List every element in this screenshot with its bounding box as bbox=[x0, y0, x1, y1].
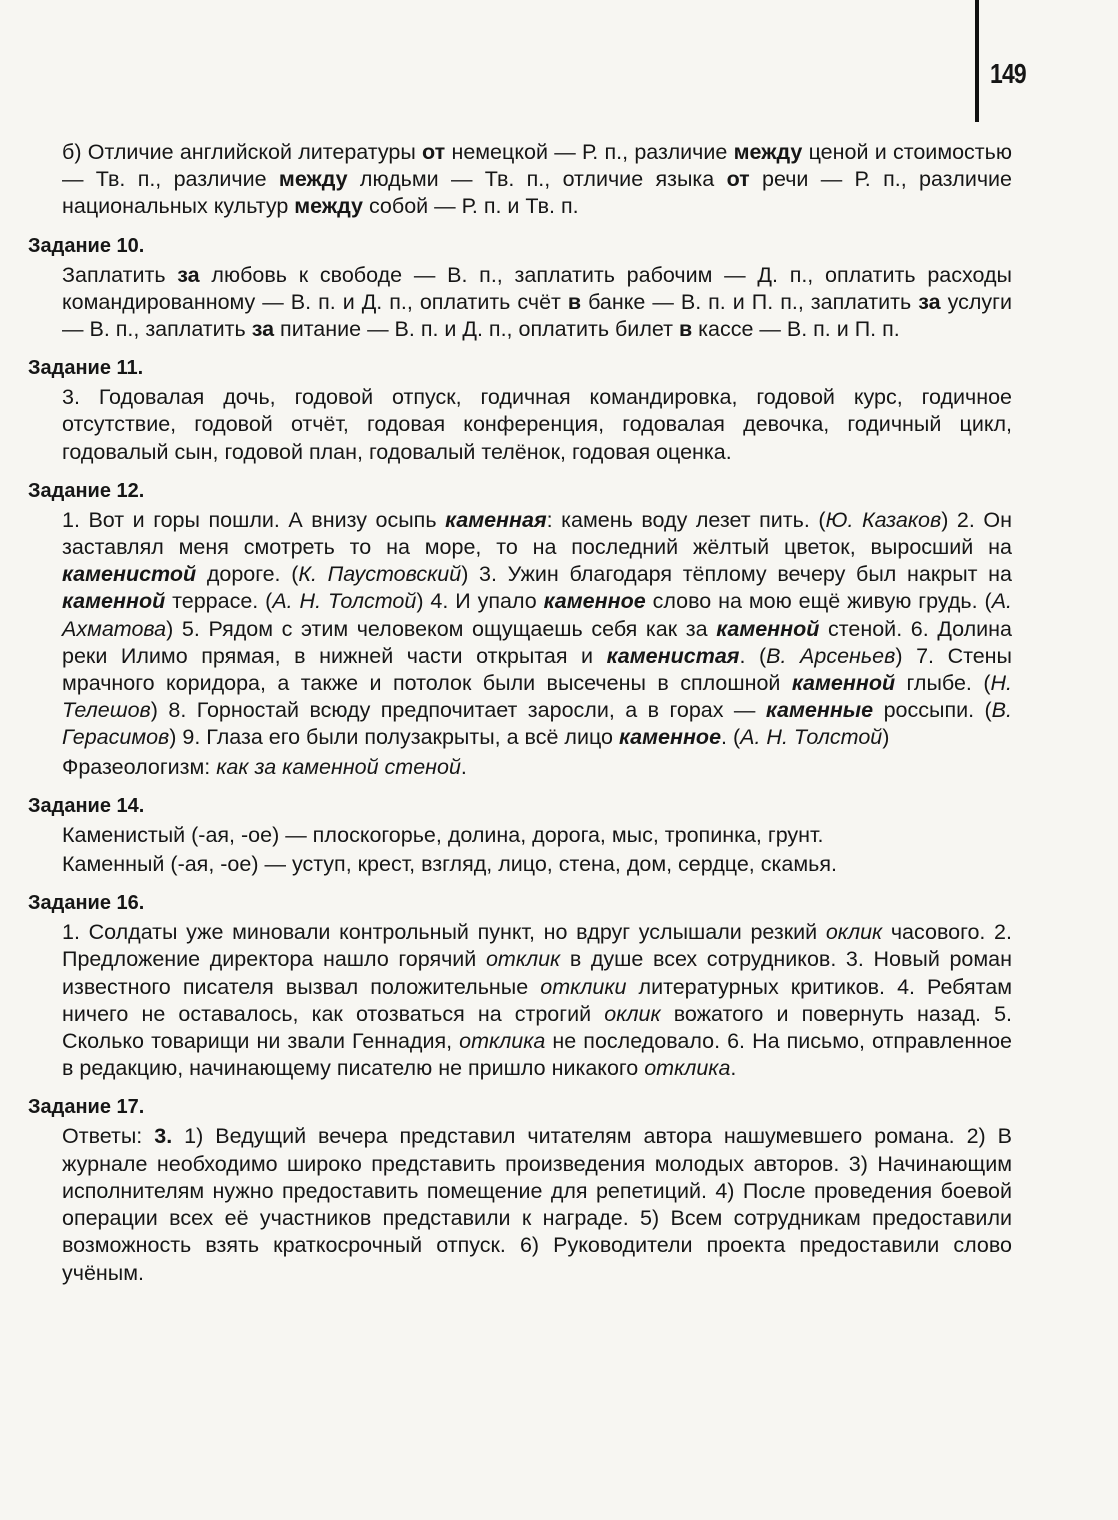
text-run: речи — Р. п., различие национальных культур bbox=[62, 167, 1012, 219]
text-run: Каменистый (-ая, -ое) — плоскогорье, долина, дорога, мыс, тропинка, грунт. bbox=[62, 822, 824, 847]
emphasized-word: каменной bbox=[791, 671, 896, 696]
section-heading: Задание 12. bbox=[28, 479, 145, 502]
text-run: Каменный (-ая, -ое) — уступ, крест, взгляд, лицо, стена, дом, сердце, скамья. bbox=[62, 852, 837, 877]
answer-section bbox=[28, 1094, 1012, 1286]
emphasized-word: за bbox=[918, 289, 941, 314]
text-run: . ( bbox=[739, 643, 767, 668]
emphasized-word: каменное bbox=[543, 589, 646, 614]
page-rule bbox=[975, 0, 979, 122]
answer-section bbox=[28, 233, 1012, 344]
answer-paragraph bbox=[62, 851, 1012, 878]
text-run: банке — В. п. и П. п., заплатить bbox=[581, 289, 919, 314]
emphasized-word: за bbox=[251, 317, 275, 342]
answer-paragraph bbox=[62, 384, 1012, 466]
text-run: немецкой — Р. п., различие bbox=[445, 140, 734, 164]
emphasized-word: каменной bbox=[716, 616, 820, 641]
emphasized-word: К. Паустовский bbox=[298, 562, 462, 587]
emphasized-word: А. Н. Толстой bbox=[272, 589, 417, 614]
answer-section bbox=[28, 890, 1012, 1082]
emphasized-word: каменной bbox=[62, 589, 166, 614]
emphasized-word: А. Н. Толстой bbox=[740, 725, 883, 750]
text-run: б) Отличие английской литературы bbox=[62, 140, 423, 164]
section-heading: Задание 14. bbox=[28, 794, 145, 817]
emphasized-word: за bbox=[177, 262, 200, 287]
text-run: не последовало. 6. На письмо, отправленное в редакцию, начинающему писателю не пришло никакого bbox=[62, 1029, 1012, 1081]
emphasized-word: отклик bbox=[485, 947, 561, 972]
text-run: . bbox=[730, 1056, 737, 1081]
emphasized-word: В. Арсеньев bbox=[766, 643, 896, 668]
text-run: стеной. 6. Долина реки Илимо прямая, в нижней части открытая и bbox=[62, 616, 1012, 668]
answer-paragraph bbox=[62, 822, 1012, 849]
emphasized-word: каменная bbox=[445, 507, 547, 532]
emphasized-word: Н. Телешов bbox=[62, 671, 1012, 723]
emphasized-word: отклика bbox=[644, 1056, 731, 1081]
answer-paragraph bbox=[62, 919, 1012, 1082]
emphasized-word: в bbox=[567, 289, 582, 314]
answer-paragraph bbox=[62, 754, 1012, 781]
emphasized-word: 3. bbox=[154, 1124, 173, 1149]
text-run: Заплатить bbox=[62, 262, 178, 287]
section-heading: Задание 17. bbox=[28, 1096, 145, 1119]
emphasized-word: между bbox=[278, 167, 348, 192]
answer-section bbox=[28, 355, 1012, 466]
text-run: ) 8. Горностай всюду предпочитает заросли, а в горах — bbox=[150, 698, 766, 723]
text-run: 1) Ведущий вечера представил читателям автора нашумевшего романа. 2) В журнале необходимо широко представить произведения молодых авторов. 3) Начинающим исполнителям нужно предоставить помещение для репетиций. 4) После проведения боевой операции всех её участников представили к награде. 5) Всем сотрудникам предоставили возможность взять краткосрочный отпуск. 6) Руководители проекта предоставили слово учёным. bbox=[62, 1124, 1012, 1285]
emphasized-word: от bbox=[726, 167, 750, 192]
emphasized-word: между bbox=[294, 194, 363, 219]
emphasized-word: в bbox=[678, 317, 693, 342]
answer-paragraph bbox=[62, 139, 1012, 221]
text-run: дороге. ( bbox=[196, 562, 299, 587]
text-run: . ( bbox=[721, 725, 741, 750]
text-run: Фразеологизм: bbox=[62, 754, 217, 779]
text-run: ) 5. Рядом с этим человеком ощущаешь себя как за bbox=[166, 616, 717, 641]
text-run: . bbox=[460, 754, 467, 779]
answer-paragraph bbox=[62, 262, 1012, 344]
text-run: любовь к свободе — В. п., заплатить рабочим — Д. п., оплатить расходы командированному — В. п. и Д. п., оплатить счёт bbox=[62, 262, 1012, 314]
text-run: в душе всех сотрудников. 3. Новый роман известного писателя вызвал положительные bbox=[62, 947, 1013, 999]
text-run: ) bbox=[882, 725, 890, 750]
emphasized-word: Ю. Казаков bbox=[825, 507, 942, 532]
section-heading: Задание 16. bbox=[28, 892, 145, 915]
text-run: террасе. ( bbox=[165, 589, 273, 614]
text-run: ) 7. Стены мрачного коридора, а также и потолок были высечены в сплошной bbox=[62, 643, 1013, 696]
text-run: россыпи. ( bbox=[873, 698, 992, 723]
emphasized-word: отклика bbox=[459, 1029, 546, 1054]
emphasized-word: В. Герасимов bbox=[62, 698, 1012, 750]
page-content bbox=[28, 137, 1012, 1287]
page-number: 149 bbox=[990, 58, 1026, 89]
emphasized-word: оклик bbox=[604, 1001, 661, 1026]
text-run: Ответы: bbox=[62, 1124, 155, 1149]
emphasized-word: каменистой bbox=[62, 562, 197, 587]
text-run: питание — В. п. и Д. п., оплатить билет bbox=[274, 317, 679, 342]
text-run: ) 9. Глаза его были полузакрыты, а всё лицо bbox=[169, 725, 619, 750]
emphasized-word: оклик bbox=[825, 920, 883, 945]
text-run: 3. Годовалая дочь, годовой отпуск, годичная командировка, годовой курс, годичное отсутствие, годовой отчёт, годовая конференция, годовалая девочка, годичный цикл, годовалый сын, годовой план, годовалый телёнок, годовая оценка. bbox=[62, 385, 1012, 464]
emphasized-word: каменное bbox=[618, 725, 722, 750]
text-run: кассе — В. п. и П. п. bbox=[692, 317, 900, 342]
text-run: ценой и стоимостью — Тв. п., различие bbox=[62, 140, 1012, 192]
text-run: вожатого и повернуть назад. 5. Сколько товарищи ни звали Геннадия, bbox=[62, 1001, 1013, 1054]
text-run: : камень воду лезет пить. ( bbox=[546, 507, 826, 532]
text-run: ) 4. И упало bbox=[416, 589, 544, 614]
section-heading: Задание 10. bbox=[28, 234, 145, 257]
text-run: часового. 2. Предложение директора нашло горячий bbox=[62, 920, 1012, 972]
text-run: собой — Р. п. и Тв. п. bbox=[362, 194, 579, 219]
text-run: 1. Солдаты уже миновали контрольный пункт, но вдруг услышали резкий bbox=[62, 920, 826, 945]
emphasized-word: от bbox=[422, 140, 446, 164]
emphasized-word: как за каменной стеной bbox=[216, 754, 461, 779]
text-run: 1. Вот и горы пошли. А внизу осыпь bbox=[62, 507, 446, 532]
answer-section bbox=[28, 139, 1012, 221]
text-run: слово на мою ещё живую грудь. ( bbox=[645, 589, 992, 614]
text-run: услуги — В. п., заплатить bbox=[62, 289, 1012, 342]
text-run: литературных критиков. 4. Ребятам ничего не оставалось, как отозваться на строгий bbox=[62, 974, 1012, 1026]
text-run: ) 3. Ужин благодаря тёплому вечеру был накрыт на bbox=[461, 562, 1012, 587]
emphasized-word: А. Ахматова bbox=[62, 589, 1013, 641]
emphasized-word: отклики bbox=[540, 974, 627, 999]
answer-paragraph bbox=[62, 507, 1012, 752]
answer-section bbox=[28, 793, 1012, 878]
emphasized-word: каменные bbox=[765, 698, 874, 723]
section-heading: Задание 11. bbox=[28, 357, 144, 380]
text-run: людьми — Тв. п., отличие языка bbox=[347, 167, 727, 192]
emphasized-word: между bbox=[733, 140, 803, 164]
text-run: глыбе. ( bbox=[895, 671, 991, 696]
answer-section bbox=[28, 478, 1012, 781]
answer-paragraph bbox=[62, 1123, 1012, 1286]
emphasized-word: каменистая bbox=[606, 643, 740, 668]
text-run: ) 2. Он заставлял меня смотреть то на море, то на последний жёлтый цветок, выросший на bbox=[62, 507, 1012, 560]
